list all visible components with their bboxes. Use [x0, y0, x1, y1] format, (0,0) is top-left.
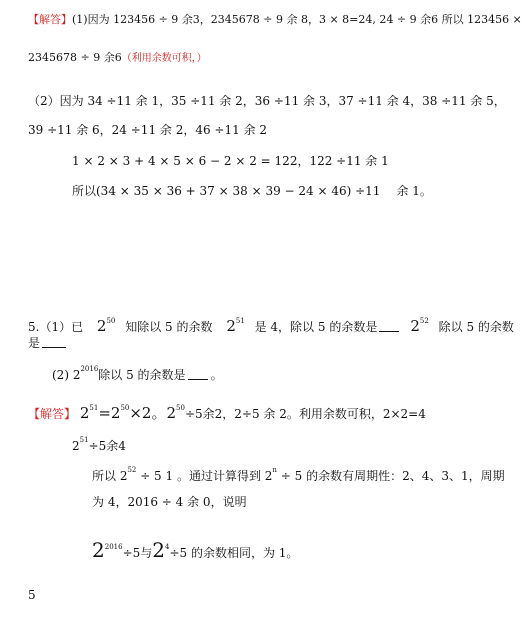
part2-line3: 1 × 2 × 3 + 4 × 5 × 6 − 2 × 2 = 122，122 ÷11 余 1 — [72, 154, 389, 168]
q5-text1: 知除以 5 的余数 — [125, 320, 213, 334]
answer2-power-4: $2^4$ — [152, 538, 170, 562]
answer2-text3c: ÷ 5 的余数有周期性：2、4、3、1，周期 — [276, 469, 505, 483]
q5-line1 — [28, 318, 514, 334]
q5-sub2: (2) — [52, 368, 69, 382]
part2-line4-result: 余 1。 — [396, 184, 432, 198]
q5-power-52: $2^{52}$ — [410, 317, 429, 335]
answer1-text: (1)因为 123456 ÷ 9 余3，2345678 ÷ 9 余 8，3 × 8=24, 24 ÷ 9 余6 所以 123456 × — [72, 13, 522, 26]
q5-line3 — [52, 366, 223, 381]
exp-52b: 52 — [127, 466, 137, 474]
answer2-line2 — [72, 437, 126, 452]
blank-1[interactable] — [379, 321, 399, 332]
q5-text5: 除以 5 的余数是 — [98, 368, 186, 382]
exp-2016: 2016 — [80, 365, 99, 373]
page-number: 5 — [28, 588, 36, 602]
exp-52: 52 — [419, 317, 429, 325]
q5-period: 。 — [210, 368, 223, 382]
answer2-power-2016: $2^{2016}$ — [92, 538, 123, 562]
exp-50c: 50 — [176, 404, 185, 412]
answer2-text2: ÷5余4 — [88, 439, 126, 453]
part2-line4 — [72, 185, 432, 197]
exp-51: 51 — [235, 317, 245, 325]
part2-line2: 39 ÷11 余 6，24 ÷11 余 2，46 ÷11 余 2 — [28, 123, 268, 137]
answer2-text5a: ÷5与 — [122, 546, 153, 560]
answer2-text3: 所以 2 — [92, 469, 128, 483]
answer2-line5 — [92, 540, 298, 560]
answer2-line4: 为 4，2016 ÷ 4 余 0，说明 — [92, 495, 247, 509]
answer1-line2 — [28, 52, 207, 64]
answer2-line1 — [28, 405, 426, 421]
exp-50b: 50 — [120, 404, 130, 412]
q5-text3: 除以 5 的余数 — [438, 320, 514, 334]
q5-power-2016: $2^{2016}$ — [72, 365, 99, 382]
q5-text4: 是 — [28, 336, 41, 350]
exp-51b: 51 — [89, 404, 99, 412]
answer2-text5b: ÷5 的余数相同，为 1。 — [169, 546, 299, 560]
blank-3[interactable] — [188, 369, 208, 380]
exp-n: n — [272, 466, 277, 474]
q5-line2 — [28, 337, 69, 349]
answer2-text1: ÷5余2，2÷5 余 2。利用余数可积，2×2=4 — [184, 407, 426, 421]
answer2-line3 — [92, 467, 505, 482]
answer2-text3b: ÷ 5 1 。通过计算得到 2 — [136, 469, 273, 483]
q5-power-51: $2^{51}$ — [226, 317, 245, 335]
blank-2[interactable] — [42, 337, 66, 348]
exp-4: 4 — [165, 543, 170, 551]
answer1-note: （利用余数可积，） — [121, 53, 207, 64]
exp-50: 50 — [106, 317, 116, 325]
answer-tag: 【解答】 — [28, 13, 72, 26]
answer2-eq: $2^{51}=2^{50}\times 2$。$2^{50}$ — [79, 404, 185, 422]
q5-text2: 是 4，除以 5 的余数是 — [254, 320, 378, 334]
q5-number: 5.（1）已 — [28, 320, 84, 334]
q5-power-50: $2^{50}$ — [96, 317, 116, 335]
exp-51c: 51 — [79, 436, 89, 444]
exp-2016b: 2016 — [104, 543, 123, 551]
part2-line4-expr: 所以(34 × 35 × 36 + 37 × 38 × 39 − 24 × 46) ÷11 — [72, 184, 381, 198]
answer2-tag: 【解答】 — [28, 407, 77, 421]
part2-line1: （2）因为 34 ÷11 余 1，35 ÷11 余 2，36 ÷11 余 3，37 ÷11 余 4，38 ÷11 余 5， — [28, 94, 506, 108]
answer2-power-51: $2^{51}$ — [72, 436, 89, 453]
answer1-line2-text: 2345678 ÷ 9 余6 — [28, 51, 122, 64]
answer1-line1 — [28, 14, 522, 25]
